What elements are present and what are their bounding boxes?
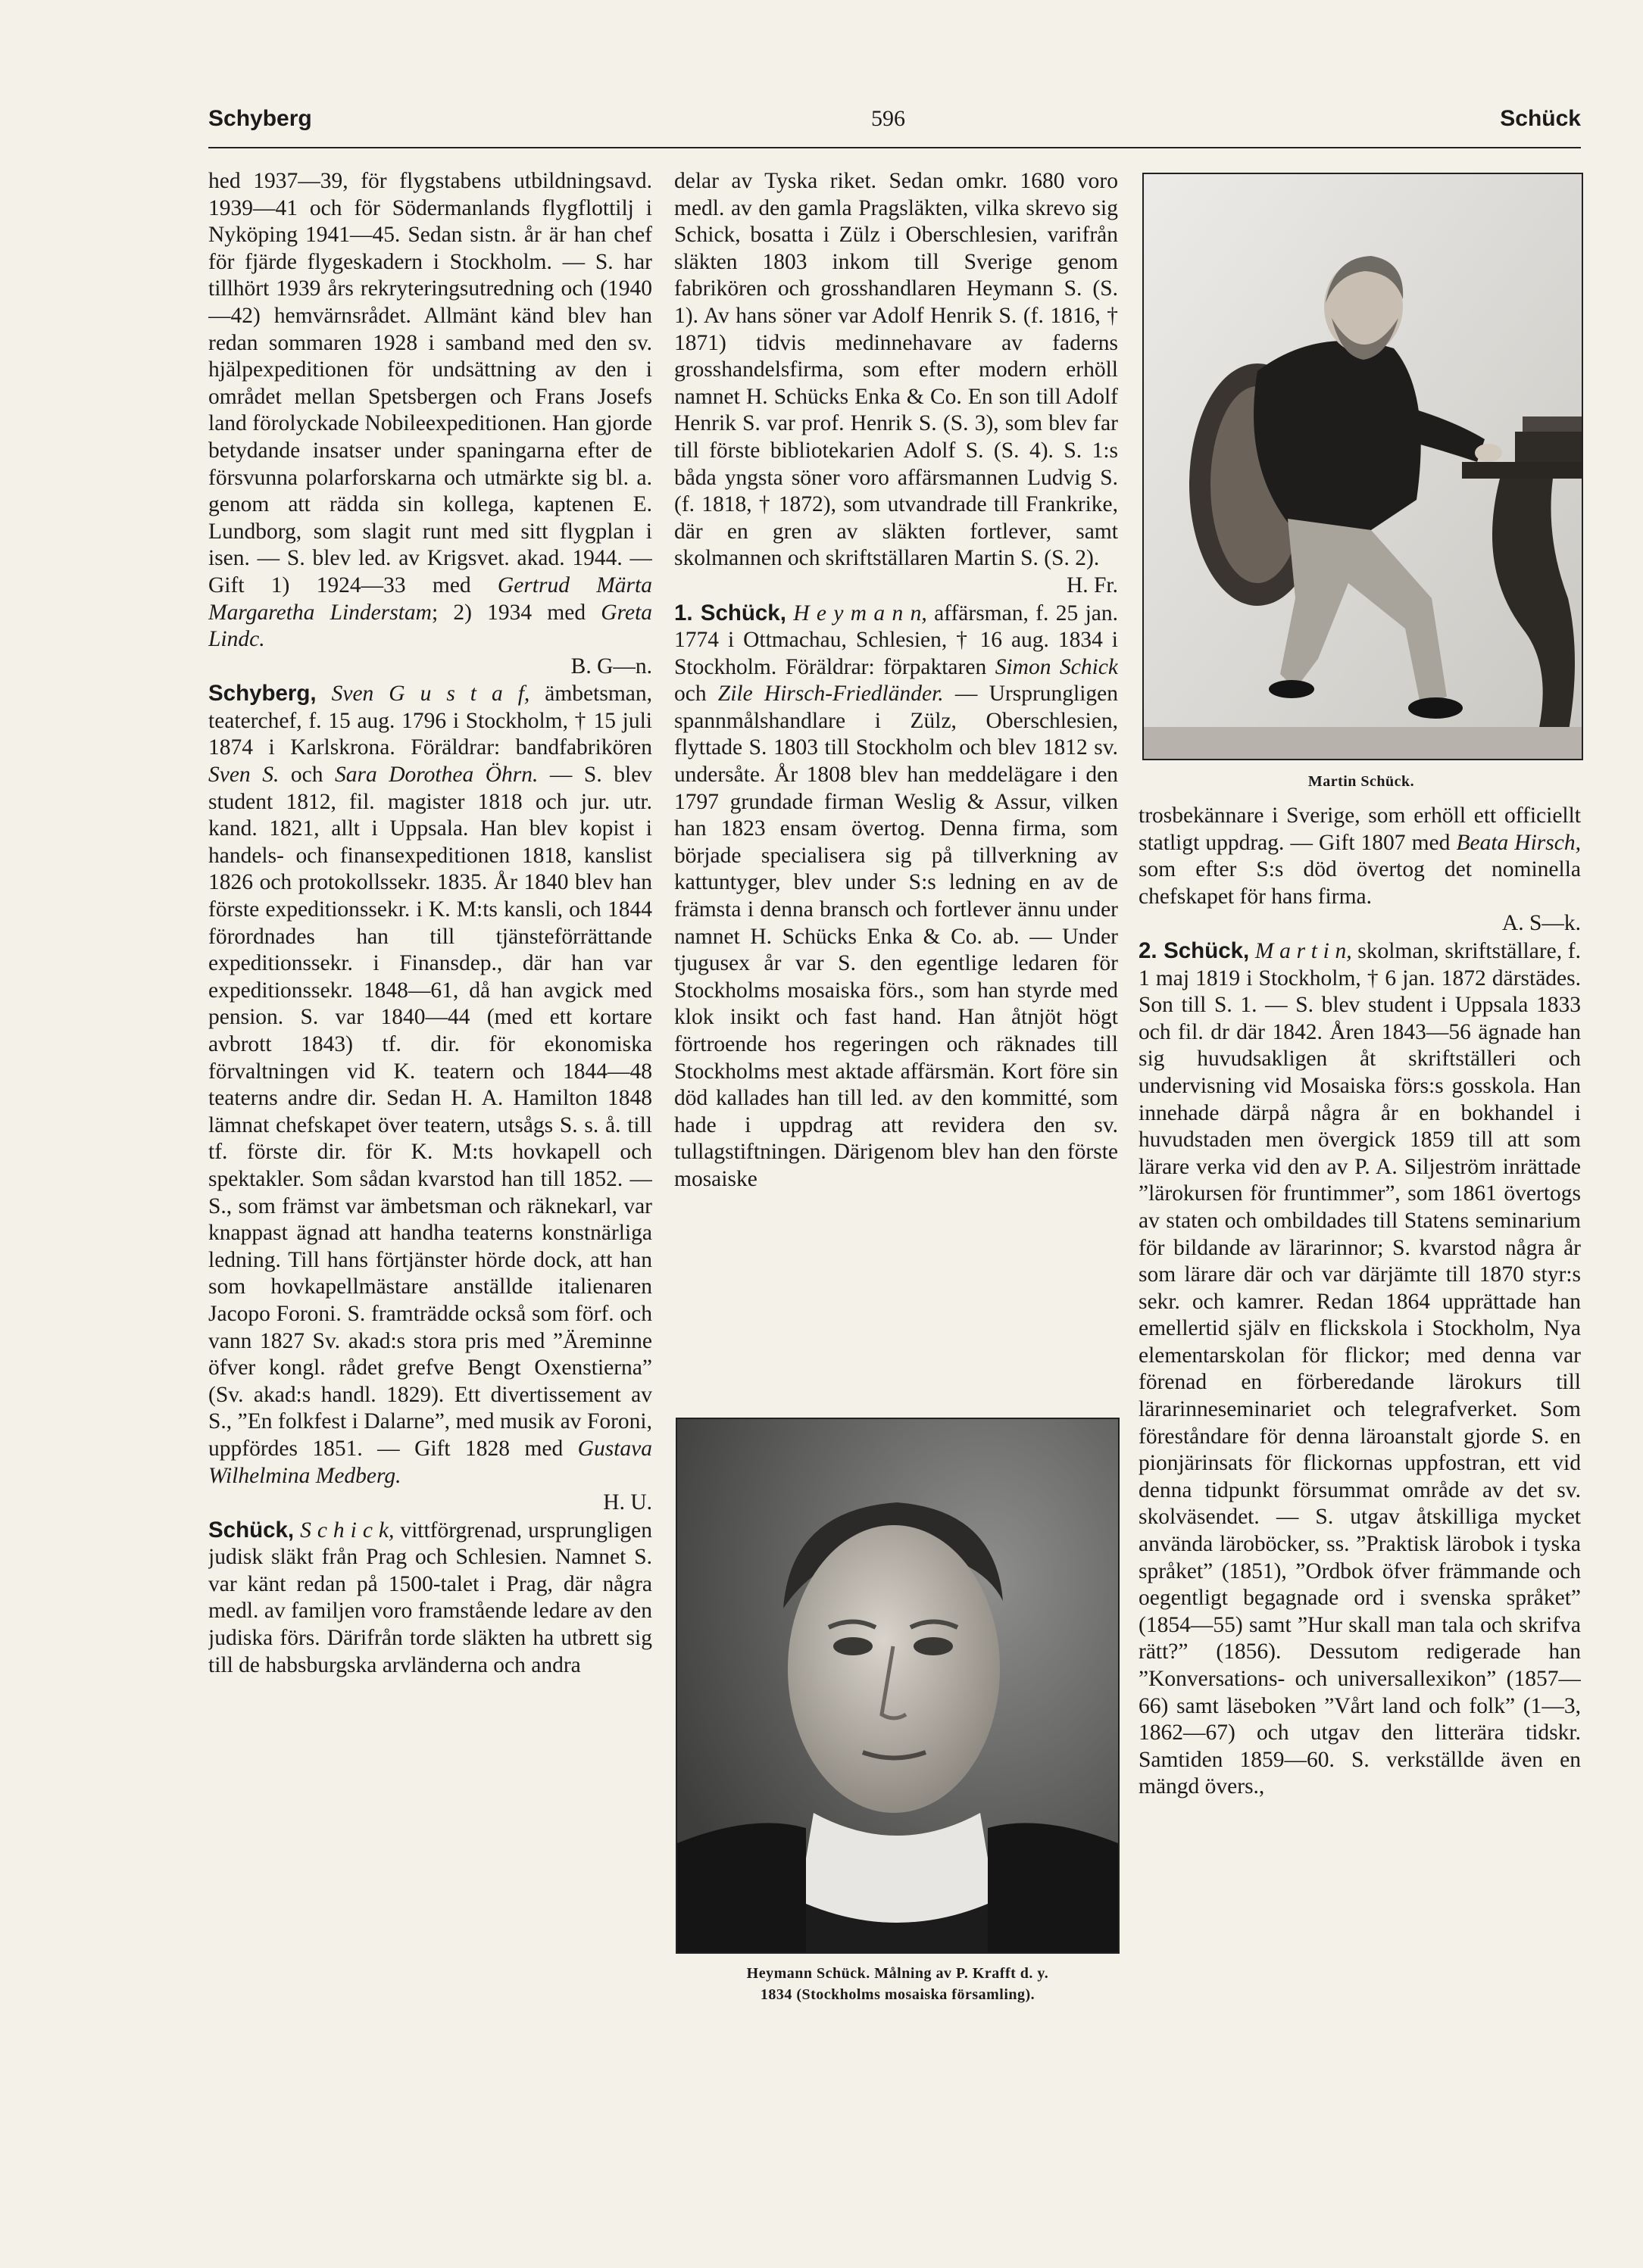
article-schuck-family-continued: delar av Tyska riket. Sedan omkr. 1680 voro medl. av den gamla Pragsläkten, vilka skrevo sig Schick, bosatta i Zülz i Oberschlesien, varifrån släkten 1803 inkom till Sverige genom fabrikören och grosshandlaren Heymann S. (S. 1). Av hans söner var Adolf Henrik S. (f. 1816, † 1871) tidvis medinnehavare av faderns grosshandelsfirma, som efter modern erhöll namnet H. Schücks Enka & Co. En son till Adolf Henrik S. var prof. Henrik S. (S. 3), som blev far till förste bibliotekarien Adolf S. (S. 4). S. 1:s båda yngsta söner voro affärsmannen Ludvig S. (f. 1818, † 1872), som utvandrade till Frankrike, där en gren av släkten fortlever, samt skolmannen och skriftställaren Martin S. (S. 2). H. Fr. xyxy=(674,168,1118,600)
column-1 xyxy=(208,168,652,2243)
running-head-right: Schück xyxy=(1500,106,1581,131)
article-schyberg-sven-gustaf: Schyberg, Sven G u s t a f, ämbetsman, teaterchef, f. 15 aug. 1796 i Stockholm, † 15 juli 1874 i Karlskrona. Föräldrar: bandfabrikören Sven S. och Sara Dorothea Öhrn. — S. blev student 1812, fil. magister 1818 och jur. utr. kand. 1821, allt i Uppsala. Han blev kopist i handels- och finansexpeditionen 1818, kanslist 1826 och protokollssekr. 1835. År 1840 blev han förste expeditionssekr. i K. M:ts kansli, och 1844 förordnades han till tjänsteförrättande expeditionssekr. i Finansdep., där han var expeditionssekr. 1848—61, då han avgick med pension. S. var 1840—44 (med ett kortare avbrott 1843) tf. dir. för ekonomiska förvaltningen vid K. teatern och 1844—48 teaterns andre dir. Sedan H. A. Hamilton 1848 lämnat chefskapet över teatern, utsågs S. s. å. till tf. förste dir. för K. M:ts hovkapell och spektakler. Som sådan kvarstod han till 1852. — S., som främst var ämbetsman och räknekarl, var knappast ägnad att handha teaterns konstnärliga ledning. Till hans förtjänster hörde dock, att han som hovkapellmästare anställde italienaren Jacopo Foroni. S. framträdde också som förf. och vann 1827 Sv. akad:s stora pris med ”Äreminne öfver kongl. rådet grefve Bengt Oxenstierna” (Sv. akad:s handl. 1829). Ett divertissement av S., ”En folkfest i Dalarne”, med musik av Foroni, uppfördes 1851. — Gift 1828 med Gustava Wilhelmina Medberg. H. U. xyxy=(208,680,652,1516)
article-schuck-heymann: 1. Schück, H e y m a n n, affärsman, f. 25 jan. 1774 i Ottmachau, Schlesien, † 16 aug. 1834 i Stockholm. Föräldrar: förpaktaren Simon Schick och Zile Hirsch-Friedländer. — Ursprungligen spannmålshandlare i Zülz, Oberschlesien, flyttade S. 1803 till Stockholm och blev 1812 sv. undersåte. År 1808 blev han meddelägare i den 1797 grundade firman Weslig & Assur, vilken han 1823 ensam övertog. Denna firma, som började specialisera sig på tillverkning av kattuntyger, blev under S:s ledning en av de främsta i denna bransch och fortlever ännu under namnet H. Schücks Enka & Co. ab. — Under tjugusex år var S. den egentlige ledaren för Stockholms mosaiska förs., som han styrde med klok insikt och fast hand. Han åtnjöt högt förtroende hos regeringen och räknades till Stockholms mest aktade affärsmän. Kort före sin död kallades han till led. av den kommitté, som hade i uppdrag att revidera den sv. tullagstiftningen. Därigenom blev han den förste mosaiske xyxy=(674,600,1118,1191)
entry-heading: Schyberg, xyxy=(208,681,317,707)
photo-caption-heymann xyxy=(667,1963,1129,2005)
photo-heymann-schuck xyxy=(676,1418,1120,1954)
entry-heading: 1. Schück, xyxy=(674,600,786,625)
article-schyberg-continued: hed 1937—39, för flygstabens utbildningsavd. 1939—41 och för Södermanlands flygflottilj i Nyköping 1941—45. Sedan sistn. år är han chef för fjärde flygeskadern i Stockholm. — S. har tillhört 1939 års rekryteringsutredning och (1940—42) hemvärnsrådet. Allmänt känd blev han redan sommaren 1928 i samband med den sv. hjälpexpeditionen för undsättning av den i området mellan Spetsbergen och Frans Josefs land förolyckade Nobileexpeditionen. Han gjorde betydande insatser under spaningarna efter de försvunna polarforskarna och utmärkte sig bl. a. genom att rädda sin kollega, kaptenen E. Lundborg, som slagit runt med sitt flygplan i isen. — S. blev led. av Krigsvet. akad. 1944. — Gift 1) 1924—33 med Gertrud Märta Margaretha Linderstam; 2) 1934 med Greta Lindc. B. G—n. xyxy=(208,168,652,680)
signature: A. S—k. xyxy=(1501,911,1581,936)
portrait-seated-man-image xyxy=(1144,174,1582,759)
article-schuck-martin: 2. Schück, M a r t i n, skolman, skriftställare, f. 1 maj 1819 i Stockholm, † 6 jan. 1872 därstädes. Son till S. 1. — S. blev student i Uppsala 1833 och fil. dr där 1842. Åren 1843—56 ägnade han sig huvudsakligen åt skriftställeri och undervisning vid Mosaiska förs:s gosskola. Han innehade därpå några år en bokhandel i huvudstaden men övergick 1859 till att som lärare verka vid den av P. A. Siljeström inrättade ”lärokursen för fruntimmer”, som 1861 övertogs av staten och ombildades till Statens seminarium för bildande av lärarinnor; S. kvarstod några år som lärare där och var därjämte till 1870 styr:s sekr. och kamrer. Redan 1864 upprättade han emellertid själv en flickskola i Stockholm, Nya elementarskolan för flickor; med denna var förenad en förberedande lärokurs till lärarinneseminariet och telegrafverket. Som föreståndare för denna läroanstalt gjorde S. en pionjärinsats för flickornas uppfostran, ett vid denna tidpunkt försummat område av det sv. skolväsendet. — S. utgav åtskilliga mycket använda läroböcker, ss. ”Praktisk lärobok i tyska språket” (1851), ”Ordbok öfver främmande och oegentligt begagnade ord i svenska språket” (1854—55) samt ”Hur skall man tala och skrifva rätt?” (1856). Dessutom redigerade han ”Konversations- och universallexikon” (1857—66) samt läseboken ”Vårt land och folk” (1—3, 1862—67) och utgav den litterära tidskr. Samtiden 1859—60. S. verkställde även en mängd övers., xyxy=(1139,937,1581,1799)
photo-martin-schuck xyxy=(1142,173,1583,760)
portrait-painting-image xyxy=(677,1419,1118,1952)
signature: H. Fr. xyxy=(1066,572,1118,597)
header-rule xyxy=(208,147,1581,148)
running-head-left: Schyberg xyxy=(208,106,312,131)
entry-heading: 2. Schück, xyxy=(1139,937,1250,963)
column-3 xyxy=(1139,803,1581,2029)
article-schuck-family: Schück, S c h i c k, vittförgrenad, ursprungligen judisk släkt från Prag och Schlesien. Namnet S. var känt redan på 1500-talet i Prag, där några medl. av familjen voro framstående ledare av den judiska förs. Därifrån torde släkten ha utbrett sig till de habsburgska arvländerna och andra xyxy=(208,1517,652,1677)
caption-line-1: Heymann Schück. Målning av P. Krafft d. y. xyxy=(746,1965,1049,1982)
page-number: 596 xyxy=(871,106,905,131)
photo-caption-martin: Martin Schück. xyxy=(1307,773,1415,790)
article-schuck-heymann-continued: trosbekännare i Sverige, som erhöll ett officiellt statligt uppdrag. — Gift 1807 med Beata Hirsch, som efter S:s död övertog det nominella chefskapet för hans firma. A. S—k. xyxy=(1139,803,1581,937)
entry-heading: Schück, xyxy=(208,1517,295,1543)
signature: H. U. xyxy=(603,1490,652,1515)
signature: B. G—n. xyxy=(570,654,652,679)
column-2 xyxy=(674,168,1118,1410)
caption-line-2: 1834 (Stockholms mosaiska församling). xyxy=(760,1986,1035,2003)
